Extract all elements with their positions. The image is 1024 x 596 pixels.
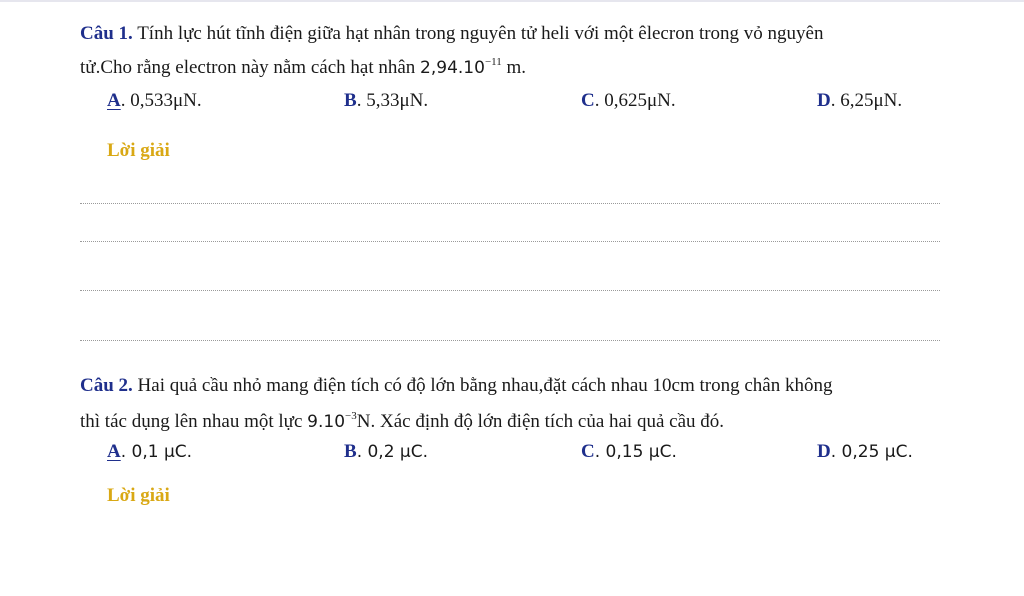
q1-options: [107, 89, 960, 115]
q1-distance-exponent: −11: [484, 56, 502, 68]
q2-option-b-letter: B: [344, 441, 357, 462]
q2-force-unit: N: [356, 411, 371, 432]
q2-option-d[interactable]: [817, 440, 913, 464]
q2-line-2: [80, 410, 724, 434]
q1-option-d[interactable]: [817, 89, 902, 113]
q2-line-1: [80, 374, 832, 398]
q2-text-1: Hai quả cầu nhỏ mang điện tích có độ lớn bằng nhau,đặt cách nhau 10cm trong chân không: [132, 375, 833, 396]
q1-distance-unit: m.: [501, 57, 527, 78]
q2-label: Câu 2.: [80, 375, 133, 396]
q2-option-b-text: . 0,2 μC.: [356, 442, 429, 462]
q1-option-a-letter: A: [107, 90, 121, 111]
q1-text-2: tử.Cho rằng electron này nằm cách hạt nhân: [80, 57, 421, 78]
answer-line: [80, 241, 940, 242]
q2-force-base: 9.10: [307, 412, 346, 432]
q2-option-c[interactable]: [581, 440, 677, 464]
q1-label: Câu 1.: [80, 23, 133, 44]
q2-solution-heading: Lời giải: [107, 485, 170, 506]
q1-option-a[interactable]: [107, 89, 202, 113]
q2-options: [107, 440, 960, 466]
answer-line: [80, 290, 940, 291]
q1-option-c[interactable]: [581, 89, 676, 113]
q1-text-1: Tính lực hút tĩnh điện giữa hạt nhân trong nguyên tử heli với một êlecron trong vỏ nguyên: [132, 23, 824, 44]
q1-option-b[interactable]: [344, 89, 428, 113]
top-divider: [0, 0, 1024, 2]
q1-option-c-text: . 0,625μN.: [594, 90, 676, 111]
q2-option-a-letter: A: [107, 441, 121, 462]
q1-option-d-text: . 6,25μN.: [830, 90, 903, 111]
q2-option-c-letter: C: [581, 441, 595, 462]
q1-line-2: [80, 56, 526, 80]
q1-option-b-text: . 5,33μN.: [356, 90, 429, 111]
answer-line: [80, 340, 940, 341]
q1-option-b-letter: B: [344, 90, 357, 111]
q2-option-d-letter: D: [817, 441, 831, 462]
q2-text-3: . Xác định độ lớn điện tích của hai quả cầu đó.: [370, 411, 725, 432]
q2-option-a[interactable]: [107, 440, 192, 464]
answer-line: [80, 203, 940, 204]
q1-distance-base: 2,94.10: [420, 58, 485, 78]
q2-text-2: thì tác dụng lên nhau một lực: [80, 411, 308, 432]
q1-line-1: [80, 22, 824, 46]
q2-option-b[interactable]: [344, 440, 428, 464]
q2-option-a-text: . 0,1 μC.: [120, 442, 193, 462]
q1-option-a-text: . 0,533μN.: [120, 90, 202, 111]
q1-solution-heading: Lời giải: [107, 140, 170, 161]
q2-force-exponent: −3: [345, 410, 357, 422]
q2-option-d-text: . 0,25 μC.: [830, 442, 913, 462]
q1-option-c-letter: C: [581, 90, 595, 111]
q1-option-d-letter: D: [817, 90, 831, 111]
q2-option-c-text: . 0,15 μC.: [594, 442, 677, 462]
